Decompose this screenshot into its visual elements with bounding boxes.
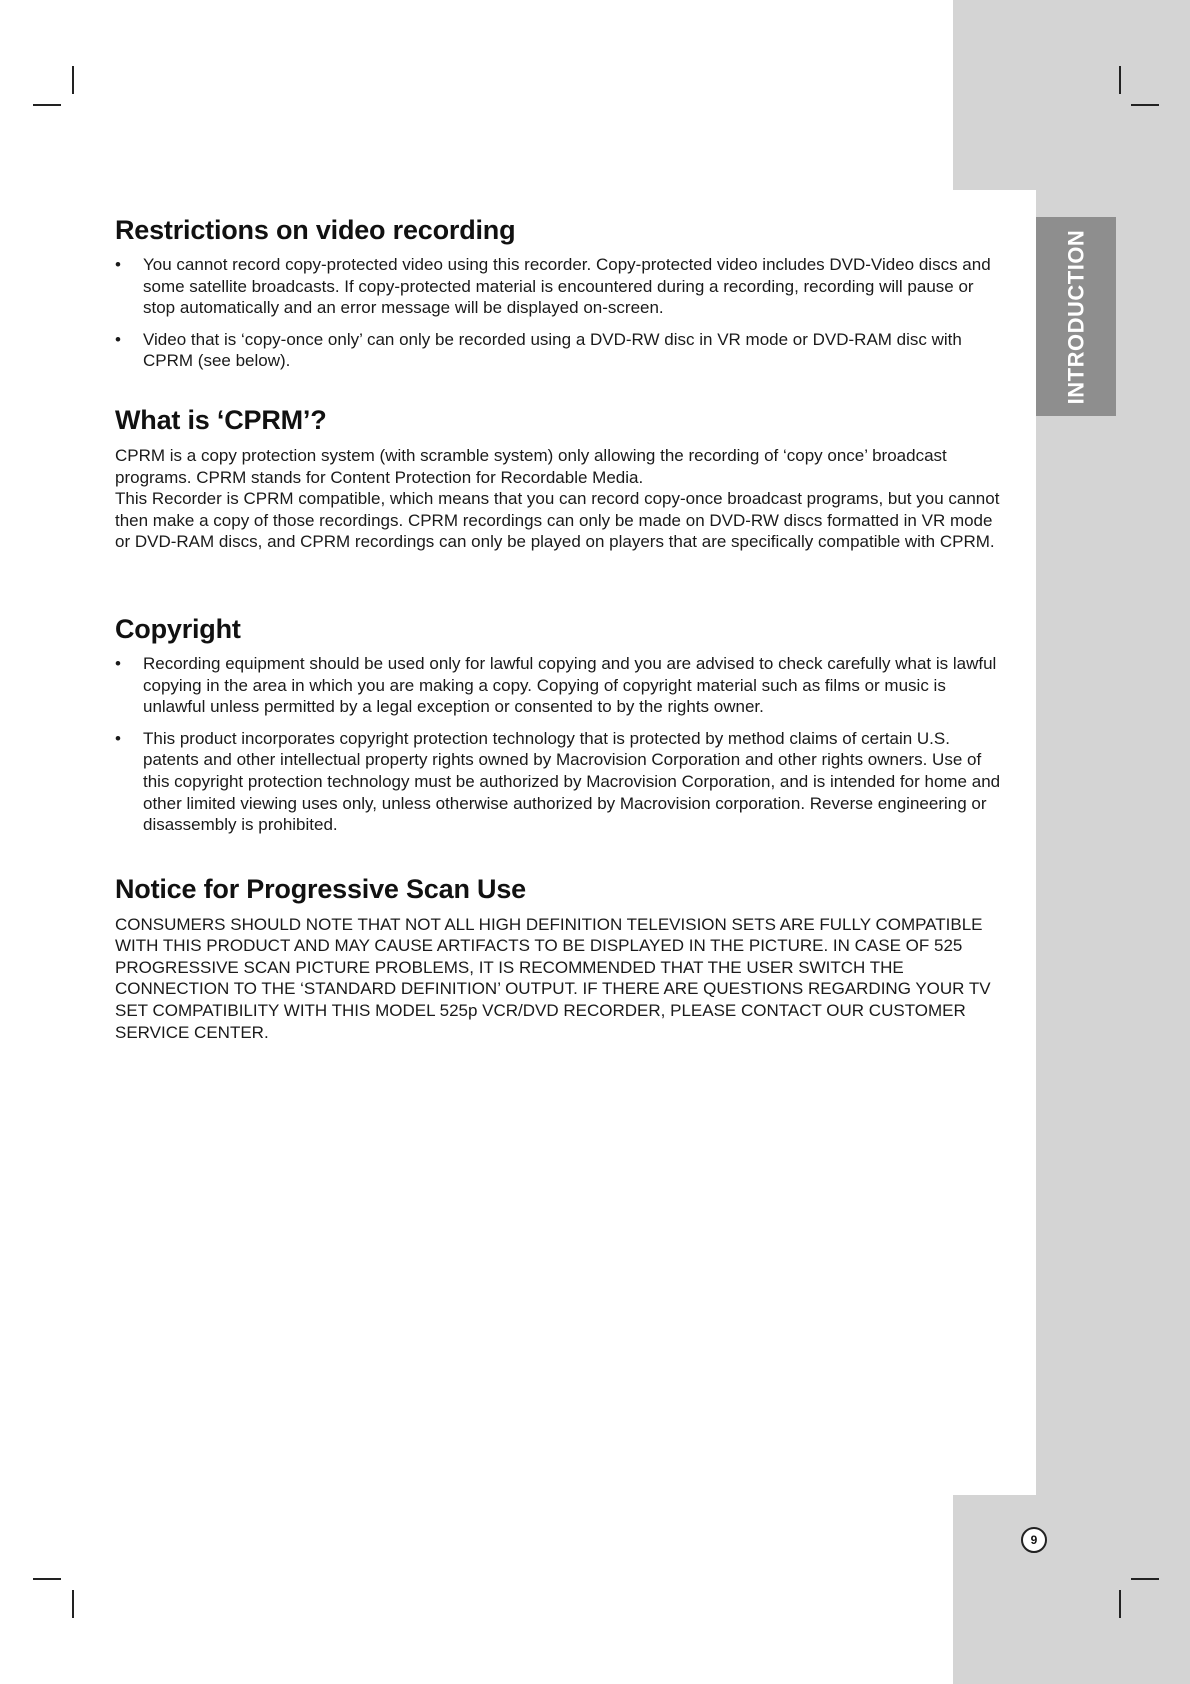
cprm-paragraph: CPRM is a copy protection system (with scramble system) only allowing the recording of ‘copy once’ broadcast programs. CPRM stands for Content Protection for Recordable Media. — [115, 445, 947, 487]
notice-heading: Notice for Progressive Scan Use — [115, 873, 526, 904]
list-item: • Video that is ‘copy-once only’ can only be recorded using a DVD-RW disc in VR mode or DVD-RAM disc with CPRM (see below). — [115, 329, 1007, 372]
page-number: 9 — [1021, 1527, 1047, 1553]
restrictions-list — [115, 254, 1007, 372]
crop-mark-top-left-v — [72, 66, 74, 94]
cprm-heading: What is ‘CPRM’? — [115, 404, 327, 435]
copyright-heading: Copyright — [115, 613, 241, 644]
list-item: • Recording equipment should be used only for lawful copying and you are advised to check carefully what is lawful copying in the area in which you are making a copy. Copying of copyright material such as films or music is unlawful unless permitted by a legal exception or consented to by the rights owner. — [115, 653, 1007, 718]
restrictions-section — [115, 212, 1007, 372]
list-item: • You cannot record copy-protected video using this recorder. Copy-protected video includes DVD-Video discs and some satellite broadcasts. If copy-protected material is encountered during a recording, recording will pause or stop automatically and an error message will be displayed on-screen. — [115, 254, 1007, 319]
crop-mark-top-left-h — [33, 104, 61, 106]
crop-mark-bottom-left-h — [33, 1578, 61, 1580]
page-content — [115, 212, 1007, 1043]
side-margin-band-top — [953, 0, 1190, 190]
notice-paragraph: CONSUMERS SHOULD NOTE THAT NOT ALL HIGH DEFINITION TELEVISION SETS ARE FULLY COMPATIBLE WITH THIS PRODUCT AND MAY CAUSE ARTIFACTS TO BE DISPLAYED IN THE PICTURE. IN CASE OF 525 PROGRESSIVE SCAN PICTURE PROBLEMS, IT IS RECOMMENDED THAT THE USER SWITCH THE CONNECTION TO THE ‘STANDARD DEFINITION’ OUTPUT. IF THERE ARE QUESTIONS REGARDING YOUR TV SET COMPATIBILITY WITH THIS MODEL 525p VCR/DVD RECORDER, PLEASE CONTACT OUR CUSTOMER SERVICE CENTER. — [115, 914, 991, 1042]
list-item: • This product incorporates copyright protection technology that is protected by method claims of certain U.S. patents and other intellectual property rights owned by Macrovision Corporation and other rights owners. Use of this copyright protection technology must be authorized by Macrovision Corporation, and is intended for home and other limited viewing uses only, unless otherwise authorized by Macrovision corporation. Reverse engineering or disassembly is prohibited. — [115, 728, 1007, 836]
section-tab-label: INTRODUCTION — [1063, 229, 1088, 404]
crop-mark-bottom-right-v — [1119, 1590, 1121, 1618]
crop-mark-bottom-left-v — [72, 1590, 74, 1618]
notice-section — [115, 871, 1007, 1044]
cprm-section — [115, 402, 1007, 553]
copyright-list — [115, 653, 1007, 836]
crop-mark-bottom-right-h — [1131, 1578, 1159, 1580]
crop-mark-top-right-h — [1131, 104, 1159, 106]
crop-mark-top-right-v — [1119, 66, 1121, 94]
side-margin-band-bottom — [953, 1495, 1190, 1684]
restrictions-heading: Restrictions on video recording — [115, 215, 516, 245]
section-tab — [1036, 217, 1116, 416]
cprm-paragraph: This Recorder is CPRM compatible, which means that you can record copy-once broadcast programs, but you cannot then make a copy of those recordings. CPRM recordings can only be made on DVD-RW discs formatted in VR mode or DVD-RAM discs, and CPRM recordings can only be played on players that are specifically compatible with CPRM. — [115, 489, 1000, 552]
copyright-section — [115, 611, 1007, 836]
